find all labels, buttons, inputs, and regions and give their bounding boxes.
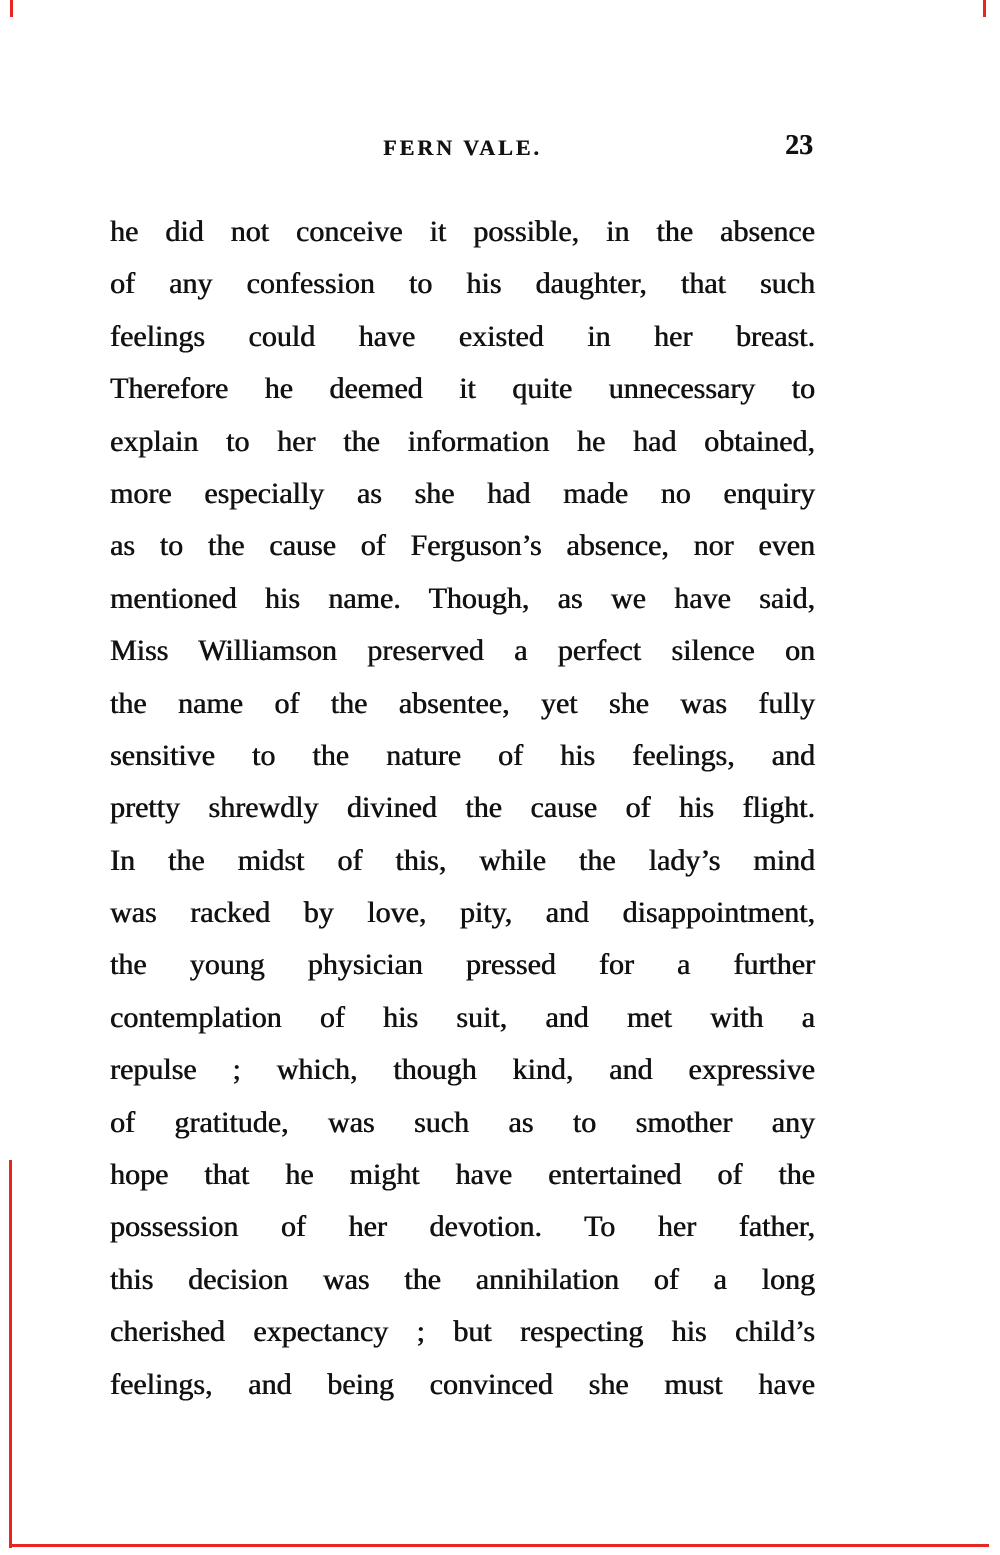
text-line: sensitive to the nature of his feelings, and — [110, 738, 815, 772]
text-line: the name of the absentee, yet she was fully — [110, 686, 815, 720]
text-line: Miss Williamson preserved a perfect silence on — [110, 634, 815, 668]
text-line: repulse ; which, though kind, and expressive — [110, 1053, 815, 1087]
body-text-block — [110, 206, 815, 1411]
text-line: contemplation of his suit, and met with a — [110, 1000, 815, 1034]
text-line: of any confession to his daughter, that such — [110, 267, 815, 301]
text-line: mentioned his name. Though, as we have said, — [110, 581, 815, 615]
text-line: possession of her devotion. To her father, — [110, 1210, 815, 1244]
scan-crop-mark-bottom — [9, 1544, 989, 1547]
text-line: pretty shrewdly divined the cause of his flight. — [110, 791, 815, 825]
scan-crop-mark-top-right — [983, 0, 986, 17]
text-line: feelings could have existed in her breast. — [110, 319, 815, 353]
text-line: Therefore he deemed it quite unnecessary to — [110, 372, 815, 406]
text-line: feelings, and being convinced she must have — [110, 1367, 815, 1401]
text-line: of gratitude, was such as to smother any — [110, 1105, 815, 1139]
text-line: as to the cause of Ferguson’s absence, nor even — [110, 529, 815, 563]
running-title: FERN VALE. — [383, 135, 542, 160]
text-line: this decision was the annihilation of a long — [110, 1262, 815, 1296]
text-line: hope that he might have entertained of the — [110, 1158, 815, 1192]
text-line: the young physician pressed for a further — [110, 948, 815, 982]
text-line: more especially as she had made no enquiry — [110, 476, 815, 510]
text-line: cherished expectancy ; but respecting his child’s — [110, 1315, 815, 1349]
text-line: was racked by love, pity, and disappointment, — [110, 896, 815, 930]
scan-crop-mark-top-left — [10, 0, 13, 17]
page-number: 23 — [785, 130, 813, 161]
text-line: he did not conceive it possible, in the absence — [110, 215, 815, 248]
text-line: In the midst of this, while the lady’s mind — [110, 843, 815, 877]
text-line: explain to her the information he had obtained, — [110, 424, 815, 458]
scan-crop-mark-bottom-left — [9, 1160, 12, 1548]
running-header — [110, 128, 815, 170]
